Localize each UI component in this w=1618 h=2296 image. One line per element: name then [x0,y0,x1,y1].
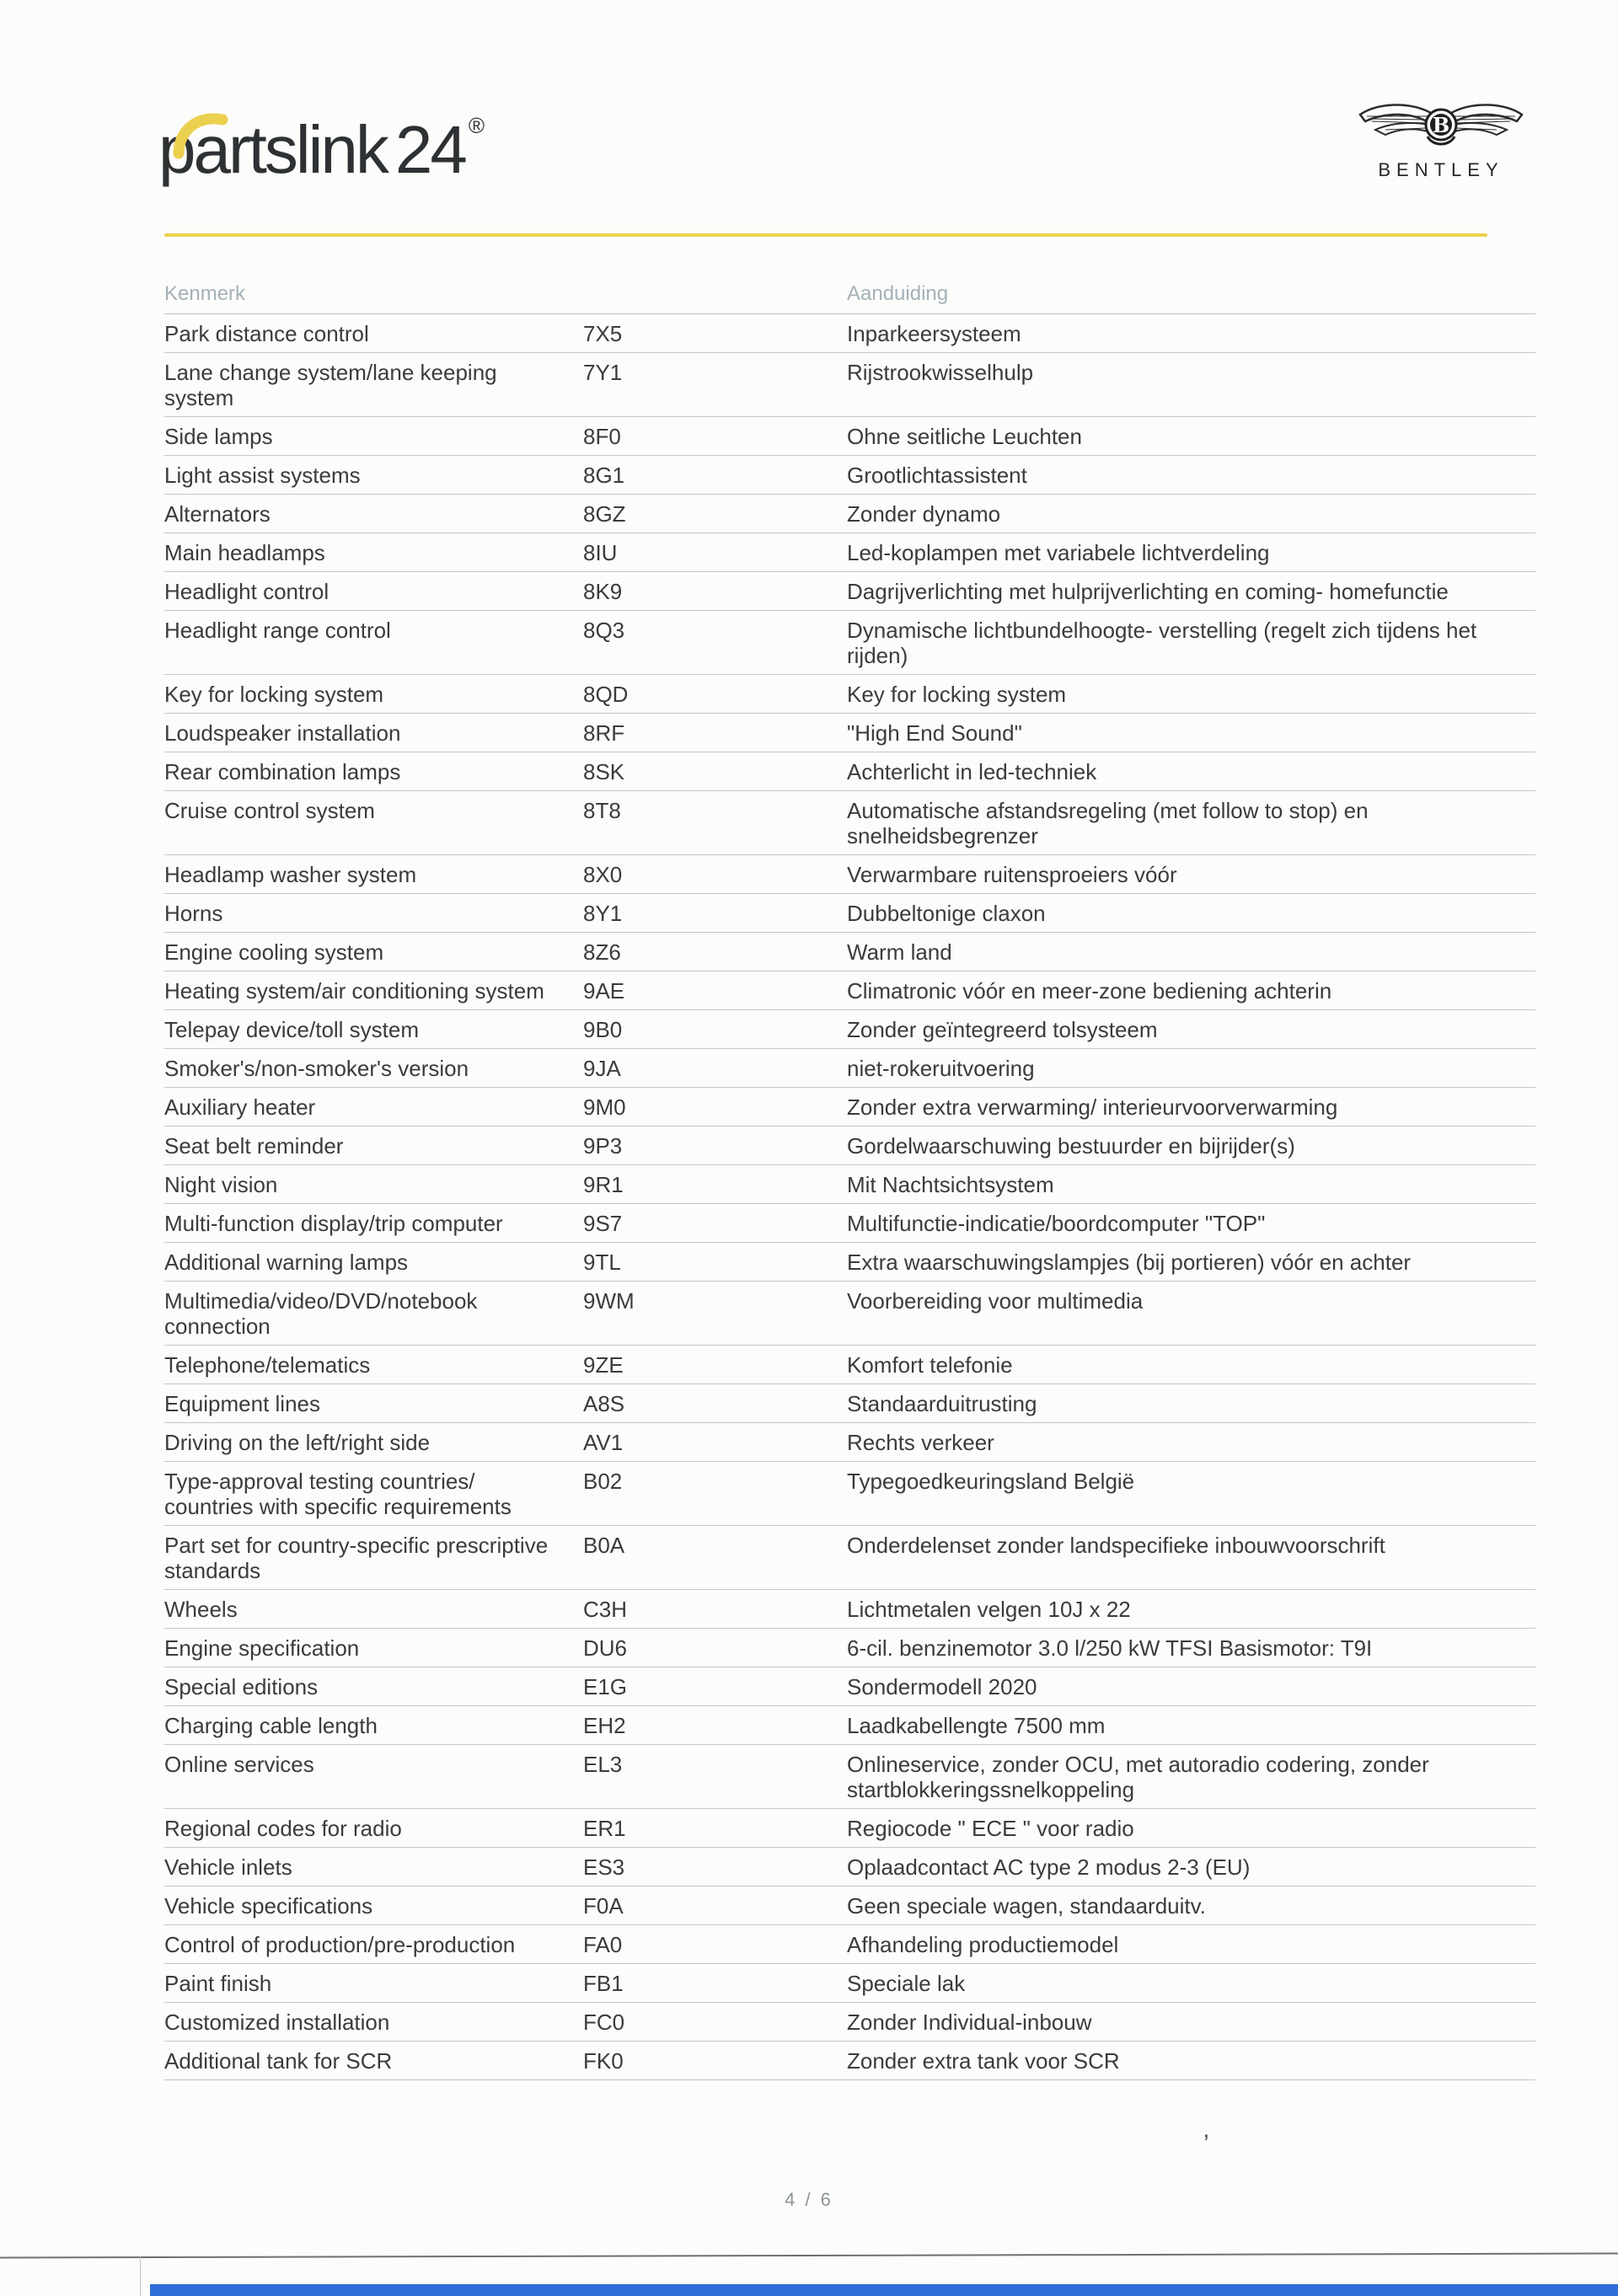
code-cell: 9AE [583,978,625,1003]
code-cell: 9R1 [583,1172,624,1197]
designation-cell: Regiocode " ECE " voor radio [847,1816,1134,1841]
table-row [164,1204,1535,1243]
page-number: 4 / 6 [785,2189,833,2210]
code-cell: B02 [583,1469,623,1494]
table-row [164,1088,1535,1127]
header-aanduiding: Aanduiding [847,282,949,305]
designation-cell: Voorbereiding voor multimedia [847,1288,1144,1314]
designation-cell: Led-koplampen met variabele lichtverdeling [847,540,1270,565]
feature-cell: Control of production/pre-production [164,1932,516,1957]
feature-cell: Alternators [164,501,271,527]
designation-cell: Zonder extra tank voor SCR [847,2048,1120,2074]
feature-cell: Smoker's/non-smoker's version [164,1056,469,1081]
designation-cell: Laadkabellengte 7500 mm [847,1713,1106,1738]
feature-cell: Park distance control [164,321,369,346]
table-row [164,1706,1535,1745]
code-cell: A8S [583,1391,625,1416]
table-row [164,1384,1535,1423]
table-row [164,353,1535,417]
feature-cell: Seat belt reminder [164,1133,344,1159]
feature-cell: Main headlamps [164,540,325,565]
table-row [164,1667,1535,1706]
table-row [164,1809,1535,1848]
designation-cell: Oplaadcontact AC type 2 modus 2-3 (EU) [847,1854,1251,1880]
code-cell: AV1 [583,1430,624,1455]
table-row [164,572,1535,611]
bentley-wordmark: BENTLEY [1378,159,1504,180]
code-cell: 8QD [583,682,629,707]
feature-cell: Lane change system/lane keeping system [164,360,497,410]
designation-cell: Rijstrookwisselhulp [847,360,1034,385]
feature-cell: Telephone/telematics [164,1352,371,1378]
designation-cell: Zonder Individual-inbouw [847,2010,1092,2035]
feature-cell: Headlamp washer system [164,862,417,887]
code-cell: 8Z6 [583,939,621,965]
bentley-logo [1357,99,1525,181]
table-row [164,1745,1535,1809]
code-cell: 9M0 [583,1094,626,1120]
feature-cell: Multi-function display/trip computer [164,1211,503,1236]
feature-cell: Auxiliary heater [164,1094,316,1120]
table-row [164,1925,1535,1964]
designation-cell: Achterlicht in led-techniek [847,759,1097,784]
feature-cell: Part set for country-specific prescriptive standards [164,1533,549,1583]
code-cell: C3H [583,1597,628,1622]
code-cell: 8K9 [583,579,623,604]
code-cell: E1G [583,1674,628,1699]
table-row [164,971,1535,1010]
feature-cell: Type-approval testing countries/ countries with specific requirements [164,1469,512,1519]
designation-cell: Multifunctie-indicatie/boordcomputer "TOP" [847,1211,1266,1236]
designation-cell: Extra waarschuwingslampjes (bij portieren) vóór en achter [847,1250,1412,1275]
designation-cell: Speciale lak [847,1971,966,1996]
code-cell: F0A [583,1893,624,1919]
table-row [164,1462,1535,1526]
designation-cell: Typegoedkeuringsland België [847,1469,1135,1494]
table-row [164,714,1535,752]
designation-cell: Rechts verkeer [847,1430,994,1455]
code-cell: 7X5 [583,321,623,346]
designation-cell: Inparkeersysteem [847,321,1021,346]
designation-cell: Mit Nachtsichtsystem [847,1172,1054,1197]
code-cell: 9S7 [583,1211,623,1236]
code-cell: DU6 [583,1635,628,1661]
code-cell: FB1 [583,1971,624,1996]
table-row [164,933,1535,971]
code-cell: 9WM [583,1288,635,1314]
table-row [164,1049,1535,1088]
feature-cell: Online services [164,1752,314,1777]
feature-cell: Customized installation [164,2010,390,2035]
feature-cell: Vehicle inlets [164,1854,292,1880]
designation-cell: Ohne seitliche Leuchten [847,424,1082,449]
scan-artifact-mark: ’ [1203,2130,1209,2158]
feature-cell: Heating system/air conditioning system [164,978,544,1003]
designation-cell: Lichtmetalen velgen 10J x 22 [847,1597,1131,1622]
table-row [164,1346,1535,1384]
feature-cell: Night vision [164,1172,278,1197]
code-cell: 9B0 [583,1017,623,1042]
code-cell: B0A [583,1533,625,1558]
table-row [164,314,1535,353]
code-cell: 9TL [583,1250,621,1275]
bottom-separator-line [0,2252,1618,2258]
designation-cell: Onlineservice, zonder OCU, met autoradio codering, zonder startblokkeringssnelkoppeling [847,1752,1429,1802]
feature-cell: Wheels [164,1597,238,1622]
designation-cell: 6-cil. benzinemotor 3.0 l/250 kW TFSI Basismotor: T9I [847,1635,1373,1661]
feature-cell: Engine cooling system [164,939,384,965]
designation-cell: Zonder extra verwarming/ interieurvoorverwarming [847,1094,1338,1120]
logo-text: partslink 24 [158,112,465,187]
table-header-row [164,278,1535,314]
viewer-bottom-bar [150,2284,1618,2296]
table-row [164,417,1535,456]
code-cell: 8G1 [583,463,625,488]
code-cell: ER1 [583,1816,626,1841]
registered-mark: ® [468,113,485,138]
table-row [164,456,1535,495]
table-row [164,1887,1535,1925]
table-row [164,1243,1535,1282]
code-cell: FK0 [583,2048,624,2074]
code-cell: 9ZE [583,1352,624,1378]
table-row [164,2003,1535,2042]
table-row [164,533,1535,572]
code-cell: EL3 [583,1752,623,1777]
designation-cell: Key for locking system [847,682,1067,707]
designation-cell: Gordelwaarschuwing bestuurder en bijrijder(s) [847,1133,1295,1159]
designation-cell: Warm land [847,939,952,965]
code-cell: 8SK [583,759,625,784]
code-cell: 8Q3 [583,618,625,643]
feature-cell: Key for locking system [164,682,384,707]
designation-cell: Onderdelenset zonder landspecifieke inbouwvoorschrift [847,1533,1385,1558]
designation-cell: Komfort telefonie [847,1352,1013,1378]
table-row [164,791,1535,855]
code-cell: 8IU [583,540,618,565]
header-code-spacer [581,281,847,307]
table-row [164,855,1535,894]
feature-cell: Additional tank for SCR [164,2048,393,2074]
equipment-codes-table [164,278,1535,2080]
code-cell: EH2 [583,1713,626,1738]
feature-cell: Charging cable length [164,1713,378,1738]
feature-cell: Paint finish [164,1971,272,1996]
designation-cell: Climatronic vóór en meer-zone bediening achterin [847,978,1332,1003]
designation-cell: Dagrijverlichting met hulprijverlichting en coming- homefunctie [847,579,1449,604]
designation-cell: Automatische afstandsregeling (met follow to stop) en snelheidsbegrenzer [847,798,1369,848]
code-cell: 9JA [583,1056,621,1081]
designation-cell: Dynamische lichtbundelhoogte- verstelling (regelt zich tijdens het rijden) [847,618,1477,668]
feature-cell: Vehicle specifications [164,1893,373,1919]
feature-cell: Headlight control [164,579,329,604]
table-row [164,1848,1535,1887]
table-row [164,1526,1535,1590]
table-row [164,752,1535,791]
code-cell: 8X0 [583,862,623,887]
table-row [164,675,1535,714]
code-cell: FC0 [583,2010,625,2035]
feature-cell: Telepay device/toll system [164,1017,420,1042]
designation-cell: niet-rokeruitvoering [847,1056,1035,1081]
designation-cell: "High End Sound" [847,720,1022,746]
designation-cell: Sondermodell 2020 [847,1674,1037,1699]
table-row [164,1127,1535,1165]
feature-cell: Special editions [164,1674,319,1699]
designation-cell: Verwarmbare ruitensproeiers vóór [847,862,1177,887]
code-cell: FA0 [583,1932,623,1957]
feature-cell: Side lamps [164,424,273,449]
scan-vertical-line [140,2256,141,2296]
feature-cell: Cruise control system [164,798,375,823]
feature-cell: Regional codes for radio [164,1816,402,1841]
table-row [164,894,1535,933]
table-row [164,1165,1535,1204]
feature-cell: Multimedia/video/DVD/notebook connection [164,1288,478,1339]
designation-cell: Grootlichtassistent [847,463,1027,488]
designation-cell: Afhandeling productiemodel [847,1932,1119,1957]
table-row [164,1629,1535,1667]
table-row [164,611,1535,675]
table-row [164,1423,1535,1462]
code-cell: 8GZ [583,501,626,527]
feature-cell: Light assist systems [164,463,361,488]
header-kenmerk: Kenmerk [164,282,246,305]
table-row [164,1590,1535,1629]
bentley-wings-icon [1357,99,1525,153]
table-row [164,2042,1535,2080]
feature-cell: Engine specification [164,1635,360,1661]
partslink24-logo [158,108,485,201]
table-row [164,1282,1535,1346]
gold-separator-line [164,233,1487,237]
code-cell: 8F0 [583,424,621,449]
feature-cell: Loudspeaker installation [164,720,401,746]
code-cell: 8RF [583,720,625,746]
table-row [164,1010,1535,1049]
designation-cell: Standaarduitrusting [847,1391,1037,1416]
designation-cell: Dubbeltonige claxon [847,901,1046,926]
code-cell: 9P3 [583,1133,623,1159]
table-row [164,1964,1535,2003]
designation-cell: Zonder geïntegreerd tolsysteem [847,1017,1158,1042]
code-cell: 8T8 [583,798,621,823]
code-cell: ES3 [583,1854,625,1880]
feature-cell: Driving on the left/right side [164,1430,431,1455]
table-row [164,495,1535,533]
designation-cell: Zonder dynamo [847,501,1001,527]
feature-cell: Horns [164,901,223,926]
feature-cell: Headlight range control [164,618,391,643]
feature-cell: Additional warning lamps [164,1250,409,1275]
code-cell: 7Y1 [583,360,623,385]
feature-cell: Rear combination lamps [164,759,401,784]
table-body [164,314,1535,2080]
feature-cell: Equipment lines [164,1391,320,1416]
bentley-monogram: B [1432,113,1450,137]
designation-cell: Geen speciale wagen, standaarduitv. [847,1893,1206,1919]
code-cell: 8Y1 [583,901,623,926]
